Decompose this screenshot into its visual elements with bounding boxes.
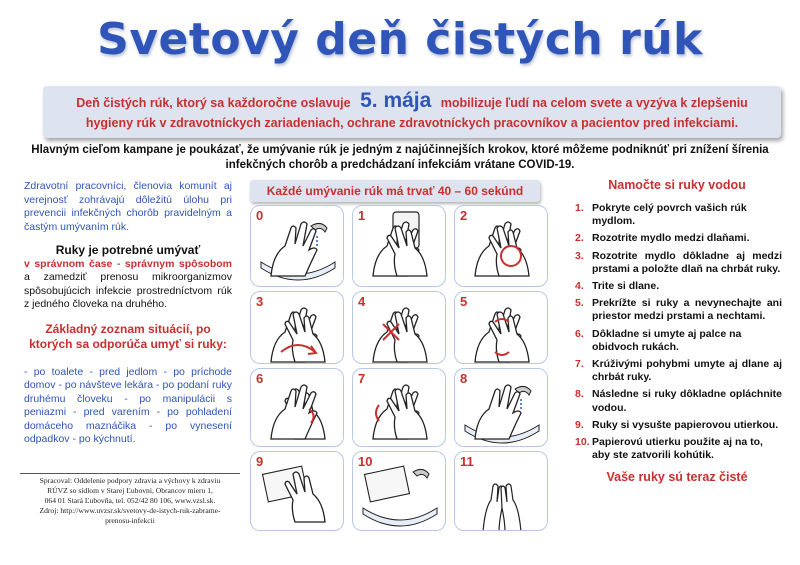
step-item: 5. Prekrížte si ruky a nevynechajte ani priestor medzi prstami a nechtami.: [575, 297, 782, 323]
credit-line: 064 01 Stará Ľubovňa, tel. 052/42 80 106, www.vzsl.sk.: [44, 496, 216, 505]
situations-list: - po toalete - pred jedlom - po príchode domov - po návšteve lekára - po podaní ruky druhému človeku - po manipulácii s peniazmi - pred varením - po pohladení domáceho maznáčika - po vynesení odpadkov - po kýchnutí.: [24, 365, 232, 445]
step-item: 2. Rozotrite mydlo medzi dlaňami.: [575, 232, 750, 245]
step-item: 10. Papierovú utierku použite aj na to, aby ste zatvorili kohútik.: [575, 436, 763, 462]
handwash-step-5-card: [454, 291, 548, 364]
step-item: 3. Rozotrite mydlo dôkladne aj medzi prstami a položte dlaň na chrbát ruky.: [575, 249, 782, 275]
situations-heading: Základný zoznam situácií, po ktorých sa odporúča umyť si ruky:: [29, 321, 227, 351]
duration-banner: Každé umývanie rúk má trvať 40 – 60 sekúnd: [250, 180, 540, 202]
step-number: 10: [358, 454, 373, 469]
how-correct: správnym spôsobom: [124, 257, 232, 270]
need-heading: Ruky je potrebné umývať: [55, 243, 201, 257]
handwash-step-4-card: [352, 291, 446, 364]
credit-line: Zdroj: http://www.uvzsr.sk/svetovy-de-istych-ruk-zabrame-: [39, 506, 221, 515]
handwash-step-1-card: [352, 205, 446, 287]
step-item: 8. Následne si ruky dôkladne opláchnite vodou.: [575, 388, 782, 414]
wet-hands-heading: Namočte si ruky vodou: [608, 178, 746, 192]
step-item: 4. Trite si dlane.: [575, 280, 660, 293]
reason-text: a zamedziť prenosu mikroorganizmov spôsobujúcich infekcie prostredníctvom rúk z jedného človeka na druhého.: [24, 271, 232, 310]
step-item: 7. Krúživými pohybmi umyte aj dlane aj chrbát ruky.: [575, 358, 782, 384]
banner-text-start: Deň čistých rúk, ktorý sa každoročne oslavuje: [76, 96, 351, 110]
intro-banner: [43, 86, 781, 138]
when-correct: v správnom čase: [24, 257, 113, 270]
handwash-step-0-card: [250, 205, 344, 287]
handwash-step-8-card: [454, 368, 548, 447]
credit-line: Spracoval: Oddelenie podpory zdravia a výchovy k zdraviu: [39, 476, 221, 485]
banner-text-end: mobilizuje ľudí na celom svete a vyzýva k zlepšeniu: [440, 96, 748, 110]
left-column: [24, 180, 232, 447]
handwash-step-2-card: [454, 205, 548, 287]
page-title: Svetový deň čistých rúk: [97, 14, 703, 65]
handwash-step-3-card: [250, 291, 344, 364]
handwash-step-6-card: [250, 368, 344, 447]
right-column: [572, 178, 782, 484]
handwash-step-7-card: [352, 368, 446, 447]
separator: -: [112, 257, 125, 270]
step-number: 7: [358, 371, 366, 386]
reason-paragraph: [24, 258, 232, 312]
step-number: 4: [358, 294, 366, 309]
step-number: 0: [256, 208, 264, 223]
handwash-step-9-card: [250, 451, 344, 531]
step-number: 2: [460, 208, 468, 223]
step-number: 1: [358, 208, 366, 223]
handwash-step-10-card: [352, 451, 446, 531]
credits: [20, 473, 240, 526]
step-item: 6. Dôkladne si umyte aj palce na obidvoch rukách.: [575, 327, 742, 353]
campaign-goal-line-2: infekčných chorôb a predchádzaní infekciám vrátane COVID-19.: [225, 159, 575, 171]
banner-line-1: [43, 91, 781, 113]
credit-line: RÚVZ so sídlom v Starej Ľubovni, Obrancov mieru 1,: [47, 486, 213, 495]
step-item: 1. Pokryte celý povrch vašich rúk mydlom.: [575, 202, 747, 228]
campaign-goal-line-1: Hlavným cieľom kampane je poukázať, že umývanie rúk je jedným z najúčinnejších krokov, ktoré môžeme podniknúť pri znížení šírenia: [31, 144, 769, 156]
campaign-goal: [30, 143, 770, 173]
step-number: 11: [460, 454, 474, 469]
step-number: 3: [256, 294, 264, 309]
handwash-step-11-card: [454, 451, 548, 531]
clean-hands-message: Vaše ruky sú teraz čisté: [606, 470, 748, 485]
banner-line-2: hygieny rúk v zdravotníckych zariadeniach, ochrane zdravotníckych pracovníkov a pacientov pred infekciami.: [85, 116, 739, 130]
step-number: 6: [256, 371, 264, 386]
credit-line: prenosu-infekcii: [105, 516, 155, 525]
step-number: 9: [256, 454, 264, 469]
step-item: 9. Ruky si vysušte papierovou utierkou.: [575, 418, 779, 431]
workers-paragraph: Zdravotní pracovníci, členovia komunít aj verejnosť zohrávajú dôležitú úlohu pri prevencii infekčných chorôb pravidelným a častým umývaním rúk.: [24, 180, 232, 233]
steps-list: [572, 202, 782, 462]
banner-date-highlight: 5. mája: [360, 89, 432, 112]
step-number: 5: [460, 294, 468, 309]
step-number: 8: [460, 371, 468, 386]
